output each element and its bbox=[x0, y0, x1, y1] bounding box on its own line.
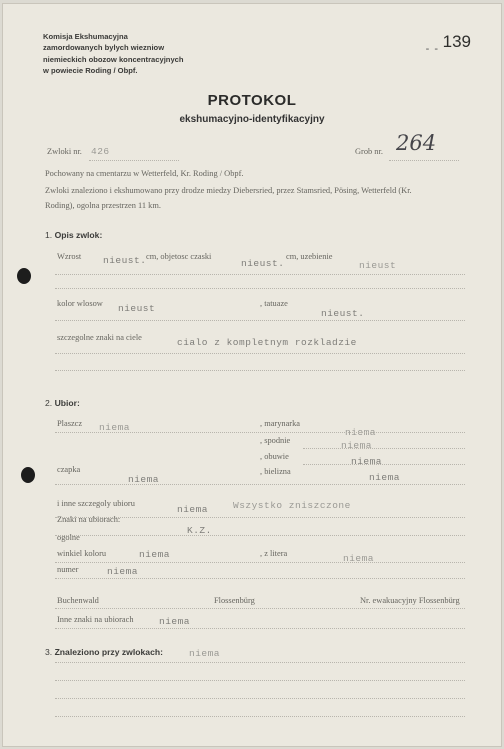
numer-label: numer bbox=[57, 565, 79, 574]
org-line-2: zamordowanych bylych wiezniow bbox=[43, 43, 165, 53]
inne-szczegoly-label: i inne szczegoly ubioru bbox=[57, 499, 135, 508]
kolor-value: nieust bbox=[118, 303, 156, 314]
zwloki-value: 426 bbox=[91, 146, 110, 157]
found-line-2: Roding), ogolna przestrzen 11 km. bbox=[45, 201, 161, 210]
ewakuacyjny-label: Nr. ewakuacyjny Flossenbürg bbox=[360, 596, 460, 605]
section-3-value: niema bbox=[189, 648, 221, 659]
wzrost-label: Wzrost bbox=[57, 252, 82, 261]
tatuaze-value: nieust. bbox=[321, 308, 365, 319]
organization-header bbox=[43, 31, 184, 76]
section-2-heading bbox=[45, 398, 80, 408]
section-3-title: Znaleziono przy zwlokach: bbox=[54, 647, 163, 657]
inne-szczegoly-value-2: Wszystko zniszczone bbox=[233, 500, 351, 511]
section-3-number: 3. bbox=[45, 647, 53, 657]
section-1-heading bbox=[45, 230, 102, 240]
marynarka-label: , marynarka bbox=[260, 419, 300, 428]
page-number: 139 bbox=[442, 32, 471, 51]
document-subtitle: ekshumacyjno-identyfikacyjny bbox=[179, 114, 325, 125]
found-line-1: Zwloki znaleziono i ekshumowano przy drodze miedzy Diebersried, przez Stamsried, Pösing, Wetterfeld (Kr. bbox=[45, 186, 412, 195]
org-line-1: Komisja Ekshumacyjna bbox=[43, 32, 128, 41]
winkiel-label: winkiel koloru bbox=[57, 549, 107, 558]
znaki-ubiory-label: Znaki na ubiorach: bbox=[57, 515, 121, 524]
znaki-cialo-value: cialo z kompletnym rozkladzie bbox=[177, 337, 357, 348]
kolor-label: kolor wlosow bbox=[57, 299, 103, 308]
protocol-page bbox=[2, 3, 502, 747]
numer-value: niema bbox=[107, 566, 139, 577]
grob-value: 264 bbox=[396, 131, 437, 155]
inne-szczegoly-value-1: niema bbox=[177, 504, 209, 515]
spodnie-label: , spodnie bbox=[260, 436, 291, 445]
buchenwald-label: Buchenwald bbox=[57, 596, 99, 605]
inne-znaki-label: Inne znaki na ubiorach bbox=[57, 615, 134, 624]
litera-label: , z litera bbox=[260, 549, 288, 558]
znaki-cialo-label: szczegolne znaki na ciele bbox=[57, 333, 142, 342]
marynarka-value: niema bbox=[345, 427, 377, 438]
section-2-title: Ubior: bbox=[54, 398, 80, 408]
bielizna-label: , bielizna bbox=[260, 467, 291, 476]
document-title: PROTOKOL bbox=[207, 92, 297, 109]
inne-znaki-value: niema bbox=[159, 616, 191, 627]
ogolne-label: ogolne bbox=[57, 533, 80, 542]
bielizna-value: niema bbox=[369, 472, 401, 483]
section-1-number: 1. bbox=[45, 230, 53, 240]
zwloki-label: Zwloki nr. bbox=[47, 147, 82, 156]
flossenburg-label: Flossenbürg bbox=[214, 596, 255, 605]
litera-value: niema bbox=[343, 553, 375, 564]
czapka-value: niema bbox=[128, 474, 160, 485]
section-3-heading bbox=[45, 647, 163, 657]
org-line-4: w powiecie Roding / Obpf. bbox=[43, 65, 138, 75]
obuwie-value: niema bbox=[351, 456, 383, 467]
section-1-title: Opis zwlok: bbox=[54, 230, 103, 240]
winkiel-value: niema bbox=[139, 549, 171, 560]
czaska-value: nieust. bbox=[241, 258, 285, 269]
znaki-ubiory-value: K.Z. bbox=[187, 525, 212, 536]
czapka-label: czapka bbox=[57, 465, 81, 474]
uzebienie-value: nieust bbox=[359, 260, 397, 271]
section-2-number: 2. bbox=[45, 398, 53, 408]
plaszcz-label: Plaszcz bbox=[57, 419, 83, 428]
cm-uzebienie-label: cm, uzebienie bbox=[286, 252, 333, 261]
punch-hole-top bbox=[17, 268, 31, 284]
dash-mark: - - bbox=[425, 43, 439, 55]
plaszcz-value: niema bbox=[99, 422, 131, 433]
punch-hole-bottom bbox=[21, 467, 35, 483]
buried-text: Pochowany na cmentarzu w Wetterfeld, Kr. Roding / Obpf. bbox=[45, 169, 244, 178]
cm-objetosc-label: cm, objetosc czaski bbox=[146, 252, 212, 261]
org-line-3: niemieckich obozow koncentracyjnych bbox=[43, 54, 184, 64]
tatuaze-label: , tatuaze bbox=[260, 299, 288, 308]
obuwie-label: , obuwie bbox=[260, 452, 289, 461]
grob-label: Grob nr. bbox=[355, 147, 383, 156]
wzrost-value: nieust. bbox=[103, 255, 147, 266]
spodnie-value: niema bbox=[341, 440, 373, 451]
